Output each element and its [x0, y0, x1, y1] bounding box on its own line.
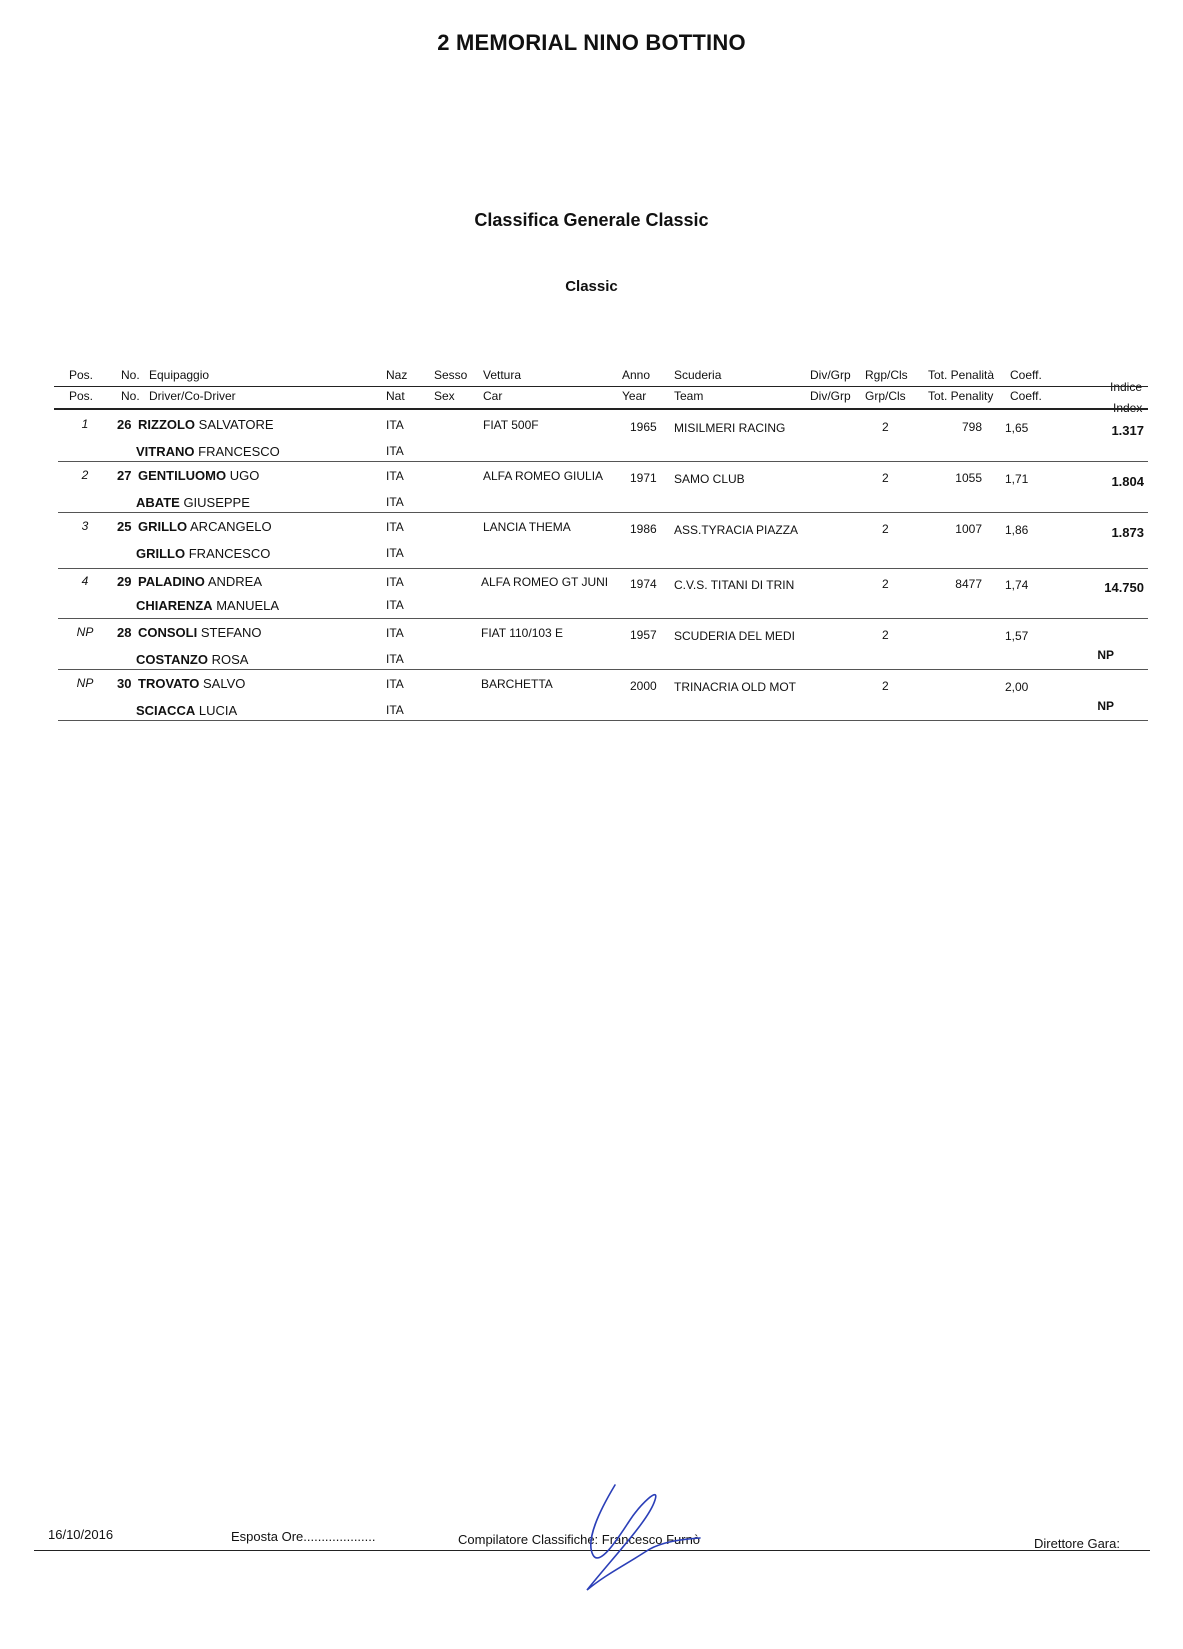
header-year: Anno — [622, 368, 651, 382]
header-coeff-en: Coeff. — [1010, 389, 1042, 403]
entry-position: 4 — [81, 574, 89, 588]
driver-surname: TROVATO — [138, 676, 200, 691]
entry-number: 27 — [117, 468, 132, 483]
header-no: No. — [121, 368, 140, 382]
driver-surname: PALADINO — [138, 574, 205, 589]
entry-position: NP — [76, 676, 94, 690]
codriver-nationality: ITA — [386, 546, 404, 560]
entry-index: NP — [1097, 699, 1114, 713]
entry-index: NP — [1097, 648, 1114, 662]
codriver-firstname: FRANCESCO — [198, 444, 280, 459]
header-pos: Pos. — [69, 368, 94, 382]
codriver-nationality: ITA — [386, 495, 404, 509]
signature-mark — [575, 1480, 705, 1600]
entry-position: NP — [76, 625, 94, 639]
codriver-surname: VITRANO — [136, 444, 195, 459]
codriver-surname: SCIACCA — [136, 703, 196, 718]
footer-exposed-time: Esposta Ore.................... — [231, 1529, 376, 1544]
row-divider — [58, 720, 1148, 721]
header-pos-en: Pos. — [69, 389, 94, 403]
driver-name — [138, 468, 259, 483]
entry-team: TRINACRIA OLD MOT — [674, 680, 797, 694]
header-row-english — [0, 389, 1183, 415]
header-grpcls: Rgp/Cls — [865, 368, 908, 382]
entry-number: 28 — [117, 625, 132, 640]
driver-nationality: ITA — [386, 418, 404, 432]
entry-group: 2 — [882, 577, 889, 591]
driver-name — [138, 417, 274, 432]
entry-coeff: 1,57 — [1005, 629, 1029, 643]
codriver-name — [136, 598, 279, 613]
entry-coeff: 2,00 — [1005, 680, 1029, 694]
codriver-nationality: ITA — [386, 652, 404, 666]
entry-car: ALFA ROMEO GT JUNI — [481, 575, 609, 589]
table-row — [0, 462, 1183, 514]
driver-name — [138, 574, 262, 589]
header-crew: Equipaggio — [149, 368, 210, 382]
codriver-name — [136, 444, 280, 459]
entry-year: 1974 — [630, 577, 657, 591]
header-nat-en: Nat — [386, 389, 405, 403]
entry-year: 2000 — [630, 679, 657, 693]
entry-position: 1 — [81, 417, 89, 431]
header-divgrp-en: Div/Grp — [810, 389, 851, 403]
codriver-nationality: ITA — [386, 444, 404, 458]
driver-name — [138, 676, 245, 691]
header-rule-top — [54, 386, 1148, 387]
driver-nationality: ITA — [386, 520, 404, 534]
entry-position: 2 — [81, 468, 89, 482]
category-title: Classic — [565, 278, 618, 295]
header-divgrp: Div/Grp — [810, 368, 851, 382]
footer-date: 16/10/2016 — [48, 1527, 114, 1542]
entry-coeff: 1,65 — [1005, 421, 1029, 435]
header-grpcls-en: Grp/Cls — [865, 389, 906, 403]
driver-firstname: STEFANO — [200, 625, 262, 640]
driver-nationality: ITA — [386, 626, 404, 640]
entry-number: 26 — [117, 417, 132, 432]
codriver-surname: GRILLO — [136, 546, 186, 561]
entry-car: FIAT 500F — [483, 418, 539, 432]
entry-group: 2 — [882, 679, 889, 693]
entry-coeff: 1,71 — [1005, 472, 1029, 486]
header-rule-bottom — [54, 408, 1148, 410]
driver-nationality: ITA — [386, 469, 404, 483]
signature-stroke — [587, 1485, 700, 1590]
codriver-nationality: ITA — [386, 703, 404, 717]
entry-index: 1.804 — [1111, 474, 1144, 489]
header-row-italian — [0, 368, 1183, 394]
driver-firstname: ANDREA — [207, 574, 263, 589]
codriver-surname: COSTANZO — [136, 652, 208, 667]
codriver-surname: ABATE — [136, 495, 180, 510]
header-index-en: Index — [1113, 401, 1143, 415]
header-car-en: Car — [483, 389, 503, 403]
driver-firstname: SALVO — [203, 676, 246, 691]
driver-name — [138, 625, 262, 640]
header-sex-en: Sex — [434, 389, 455, 403]
entry-group: 2 — [882, 522, 889, 536]
entry-team: SAMO CLUB — [674, 472, 745, 486]
table-row — [0, 670, 1183, 722]
classification-title: Classifica Generale Classic — [474, 210, 709, 230]
entry-penalty: 8477 — [955, 577, 982, 591]
codriver-firstname: GIUSEPPE — [183, 495, 250, 510]
table-row — [0, 513, 1183, 565]
entry-group: 2 — [882, 420, 889, 434]
codriver-firstname: FRANCESCO — [188, 546, 271, 561]
entry-team: ASS.TYRACIA PIAZZA — [674, 523, 798, 537]
entry-year: 1965 — [630, 420, 657, 434]
entry-penalty: 1007 — [955, 522, 982, 536]
entry-year: 1971 — [630, 471, 657, 485]
entry-number: 29 — [117, 574, 132, 589]
header-penalty: Tot. Penalità — [928, 368, 995, 382]
driver-surname: CONSOLI — [138, 625, 198, 640]
driver-firstname: UGO — [229, 468, 260, 483]
entry-car: BARCHETTA — [481, 677, 553, 691]
header-coeff: Coeff. — [1010, 368, 1042, 382]
table-row — [0, 619, 1183, 671]
driver-surname: RIZZOLO — [138, 417, 196, 432]
event-title: 2 MEMORIAL NINO BOTTINO — [437, 30, 746, 55]
entry-coeff: 1,74 — [1005, 578, 1029, 592]
codriver-nationality: ITA — [386, 598, 404, 612]
driver-firstname: ARCANGELO — [190, 519, 272, 534]
header-index: Indice — [1110, 380, 1143, 394]
header-no-en: No. — [121, 389, 140, 403]
entry-penalty: 798 — [961, 420, 982, 434]
codriver-firstname: LUCIA — [198, 703, 238, 718]
codriver-name — [136, 546, 270, 561]
driver-nationality: ITA — [386, 575, 404, 589]
footer-compiler: Compilatore Classifiche: Francesco Furnò — [458, 1532, 701, 1547]
entry-team: C.V.S. TITANI DI TRIN — [674, 578, 795, 592]
driver-name — [138, 519, 272, 534]
header-penalty-en: Tot. Penality — [928, 389, 994, 403]
entry-car: ALFA ROMEO GIULIA — [483, 469, 604, 483]
entry-year: 1957 — [630, 628, 657, 642]
entry-penalty: 1055 — [955, 471, 982, 485]
codriver-firstname: ROSA — [211, 652, 249, 667]
driver-surname: GRILLO — [138, 519, 188, 534]
entry-coeff: 1,86 — [1005, 523, 1029, 537]
entry-team: SCUDERIA DEL MEDI — [674, 629, 795, 643]
entry-group: 2 — [882, 471, 889, 485]
driver-nationality: ITA — [386, 677, 404, 691]
table-row — [0, 411, 1183, 463]
header-nat: Naz — [386, 368, 408, 382]
header-sex: Sesso — [434, 368, 468, 382]
driver-surname: GENTILUOMO — [138, 468, 227, 483]
entry-index: 1.317 — [1111, 423, 1144, 438]
entry-year: 1986 — [630, 522, 657, 536]
codriver-name — [136, 703, 237, 718]
codriver-surname: CHIARENZA — [136, 598, 213, 613]
entry-car: FIAT 110/103 E — [481, 626, 564, 640]
entry-index: 1.873 — [1111, 525, 1144, 540]
entry-number: 30 — [117, 676, 132, 691]
codriver-name — [136, 652, 248, 667]
entry-index: 14.750 — [1104, 580, 1144, 595]
header-team-en: Team — [674, 389, 704, 403]
table-row — [0, 568, 1183, 620]
entry-team: MISILMERI RACING — [674, 421, 786, 435]
codriver-firstname: MANUELA — [216, 598, 280, 613]
header-year-en: Year — [622, 389, 647, 403]
header-car: Vettura — [483, 368, 522, 382]
entry-number: 25 — [117, 519, 132, 534]
header-crew-en: Driver/Co-Driver — [149, 389, 236, 403]
entry-group: 2 — [882, 628, 889, 642]
driver-firstname: SALVATORE — [198, 417, 274, 432]
entry-position: 3 — [81, 519, 89, 533]
entry-car: LANCIA THEMA — [483, 520, 571, 534]
codriver-name — [136, 495, 250, 510]
footer-race-director: Direttore Gara: — [1034, 1536, 1120, 1551]
header-team: Scuderia — [674, 368, 722, 382]
